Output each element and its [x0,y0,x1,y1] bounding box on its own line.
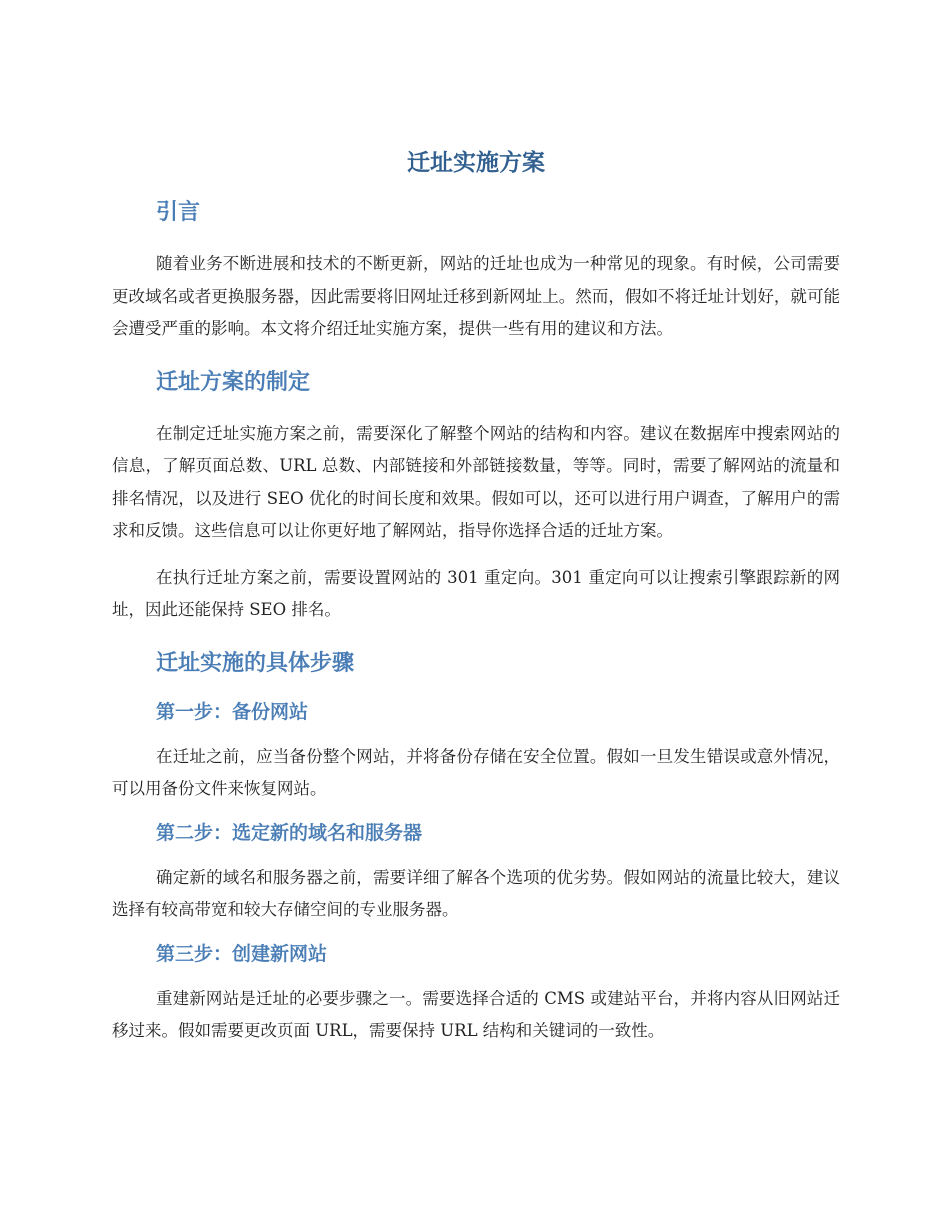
step-heading-2: 第二步：选定新的域名和服务器 [156,821,423,844]
section-heading-intro: 引言 [156,200,201,225]
planning-paragraph-1: 在制定迁址实施方案之前，需要深化了解整个网站的结构和内容。建议在数据库中搜索网站的信息，了解页面总数、URL 总数、内部链接和外部链接数量，等等。同时，需要了解网站的流量和排名情况，以及进行 SEO 优化的时间长度和效果。假如可以，还可以进行用户调查，了解用户的需求和反馈。这些信息可以让你更好地了解网站，指导你选择合适的迁址方案。 [112,423,840,540]
document-page [112,140,840,1062]
step-1-paragraph: 在迁址之前，应当备份整个网站，并将备份存储在安全位置。假如一旦发生错误或意外情况，可以用备份文件来恢复网站。 [112,746,840,798]
step-2-paragraph: 确定新的域名和服务器之前，需要详细了解各个选项的优劣势。假如网站的流量比较大，建议选择有较高带宽和较大存储空间的专业服务器。 [112,867,840,919]
planning-paragraph-2: 在执行迁址方案之前，需要设置网站的 301 重定向。301 重定向可以让搜索引擎跟踪新的网址，因此还能保持 SEO 排名。 [112,567,840,619]
step-heading-3: 第三步：创建新网站 [156,942,328,965]
step-heading-1: 第一步：备份网站 [156,700,309,723]
section-heading-steps: 迁址实施的具体步骤 [156,650,355,676]
intro-paragraph: 随着业务不断进展和技术的不断更新，网站的迁址也成为一种常见的现象。有时候，公司需要更改域名或者更换服务器，因此需要将旧网址迁移到新网址上。然而，假如不将迁址计划好，就可能会遭受严重的影响。本文将介绍迁址实施方案，提供一些有用的建议和方法。 [112,254,840,338]
section-heading-planning: 迁址方案的制定 [156,369,311,395]
step-3-paragraph: 重建新网站是迁址的必要步骤之一。需要选择合适的 CMS 或建站平台，并将内容从旧网站迁移过来。假如需要更改页面 URL，需要保持 URL 结构和关键词的一致性。 [112,988,840,1040]
document-title: 迁址实施方案 [407,150,545,176]
